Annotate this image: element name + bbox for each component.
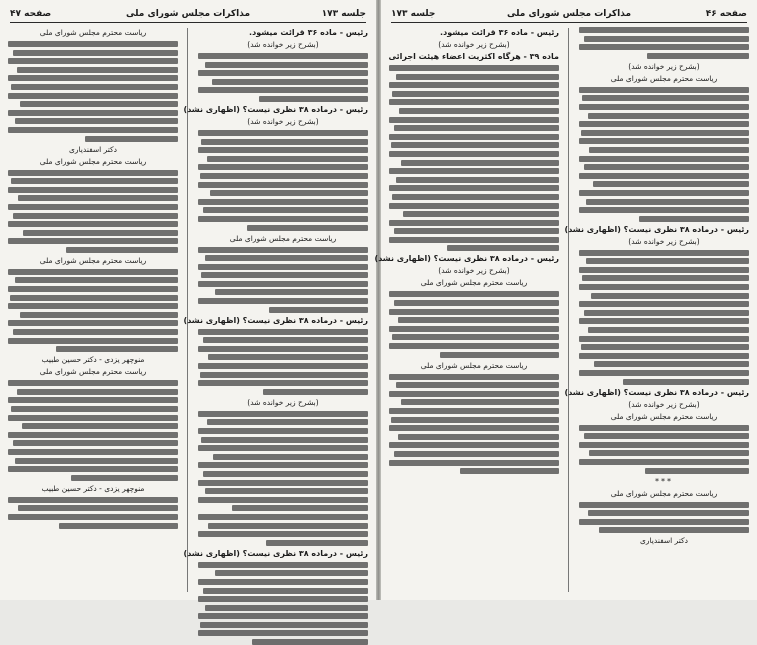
read-note: (بشرح زیر خوانده شد) [247, 40, 319, 49]
header-title: مذاکرات مجلس شورای ملی [506, 9, 632, 19]
speaker-address: ریاست محترم مجلس شورای ملی [39, 367, 147, 377]
paragraph [389, 374, 559, 475]
paragraph [8, 41, 178, 142]
column-rule [568, 28, 569, 592]
paragraph [8, 269, 178, 352]
paragraph [8, 497, 178, 529]
signature: منوچهر یزدی - دکتر حسین طبیب [41, 355, 145, 365]
speaker-address: ریاست محترم مجلس شورای ملی [39, 156, 147, 166]
signature: منوچهر یزدی - دکتر حسین طبیب [41, 483, 145, 493]
chair-vote: رئیس - درماده ۳۸ نظری نیست؟ (اظهاری نشد) [374, 254, 559, 264]
speaker-address: ریاست محترم مجلس شورای ملی [610, 411, 718, 421]
section-divider: *** [655, 476, 673, 486]
text-column-left [374, 27, 559, 594]
chair-heading: رئیس - ماده ۳۶ قرائت میشود. [440, 28, 559, 37]
header-page-number: صفحه ۴۶ [705, 9, 747, 19]
speaker-address: ریاست محترم مجلس شورای ملی [229, 233, 337, 243]
header-session: جلسه ۱۷۳ [321, 9, 366, 19]
signature: دکتر اسفندیاری [640, 536, 688, 546]
chair-vote: رئیس - درماده ۳۸ نظری نیست؟ (اظهاری نشد) [183, 548, 368, 558]
read-note: (بشرح زیر خوانده شد) [438, 40, 510, 49]
paragraph [198, 130, 368, 231]
chair-vote: رئیس - درماده ۳۸ نظری نیست؟ (اظهاری نشد) [183, 315, 368, 325]
signature: دکتر اسفندیاری [69, 144, 117, 154]
paragraph [579, 87, 749, 222]
paragraph [579, 425, 749, 474]
paragraph [198, 247, 368, 313]
paragraph [579, 502, 749, 534]
paragraph [8, 380, 178, 481]
speaker-address: ریاست محترم مجلس شورای ملی [420, 360, 528, 370]
paragraph [579, 27, 749, 59]
chair-vote: رئیس - درماده ۳۸ نظری نیست؟ (اظهاری نشد) [564, 387, 749, 397]
paragraph [198, 329, 368, 395]
chair-heading: رئیس - ماده ۳۶ قرائت میشود. [249, 28, 368, 37]
article-heading: ماده ۳۹ - هرگاه اکثریت اعضاء هیئت اجرائی [388, 52, 559, 61]
speaker-address: ریاست محترم مجلس شورای ملی [610, 73, 718, 83]
speaker-address: ریاست محترم مجلس شورای ملی [39, 28, 147, 37]
text-column-right [564, 27, 749, 594]
chair-vote: رئیس - درماده ۳۸ نظری نیست؟ (اظهاری نشد) [183, 104, 368, 114]
read-note: (بشرح زیر خوانده شد) [628, 236, 700, 246]
speaker-address: ریاست محترم مجلس شورای ملی [610, 488, 718, 498]
header-page-number: صفحه ۴۷ [10, 9, 52, 19]
read-note: (بشرح زیر خوانده شد) [247, 116, 319, 126]
speaker-address: ریاست محترم مجلس شورای ملی [39, 255, 147, 265]
paragraph [198, 53, 368, 102]
page-header [10, 6, 366, 23]
read-note: (بشرح زیر خوانده شد) [438, 266, 510, 276]
header-title: مذاکرات مجلس شورای ملی [125, 9, 251, 19]
paragraph [579, 250, 749, 385]
paragraph [389, 291, 559, 357]
paragraph [8, 170, 178, 253]
read-note: (بشرح زیر خوانده شد) [247, 397, 319, 407]
paragraph [198, 562, 368, 645]
paragraph [198, 411, 368, 546]
page-header [391, 6, 747, 23]
text-column-left [8, 27, 178, 594]
read-note: (بشرح زیر خوانده شد) [628, 61, 700, 71]
text-column-right [183, 27, 368, 594]
paragraph [389, 65, 559, 251]
page-47 [0, 0, 376, 600]
chair-vote: رئیس - درماده ۳۸ نظری نیست؟ (اظهاری نشد) [564, 224, 749, 234]
page-46 [374, 0, 757, 600]
header-session: جلسه ۱۷۳ [391, 9, 436, 19]
speaker-address: ریاست محترم مجلس شورای ملی [420, 278, 528, 288]
read-note: (بشرح زیر خوانده شد) [628, 399, 700, 409]
